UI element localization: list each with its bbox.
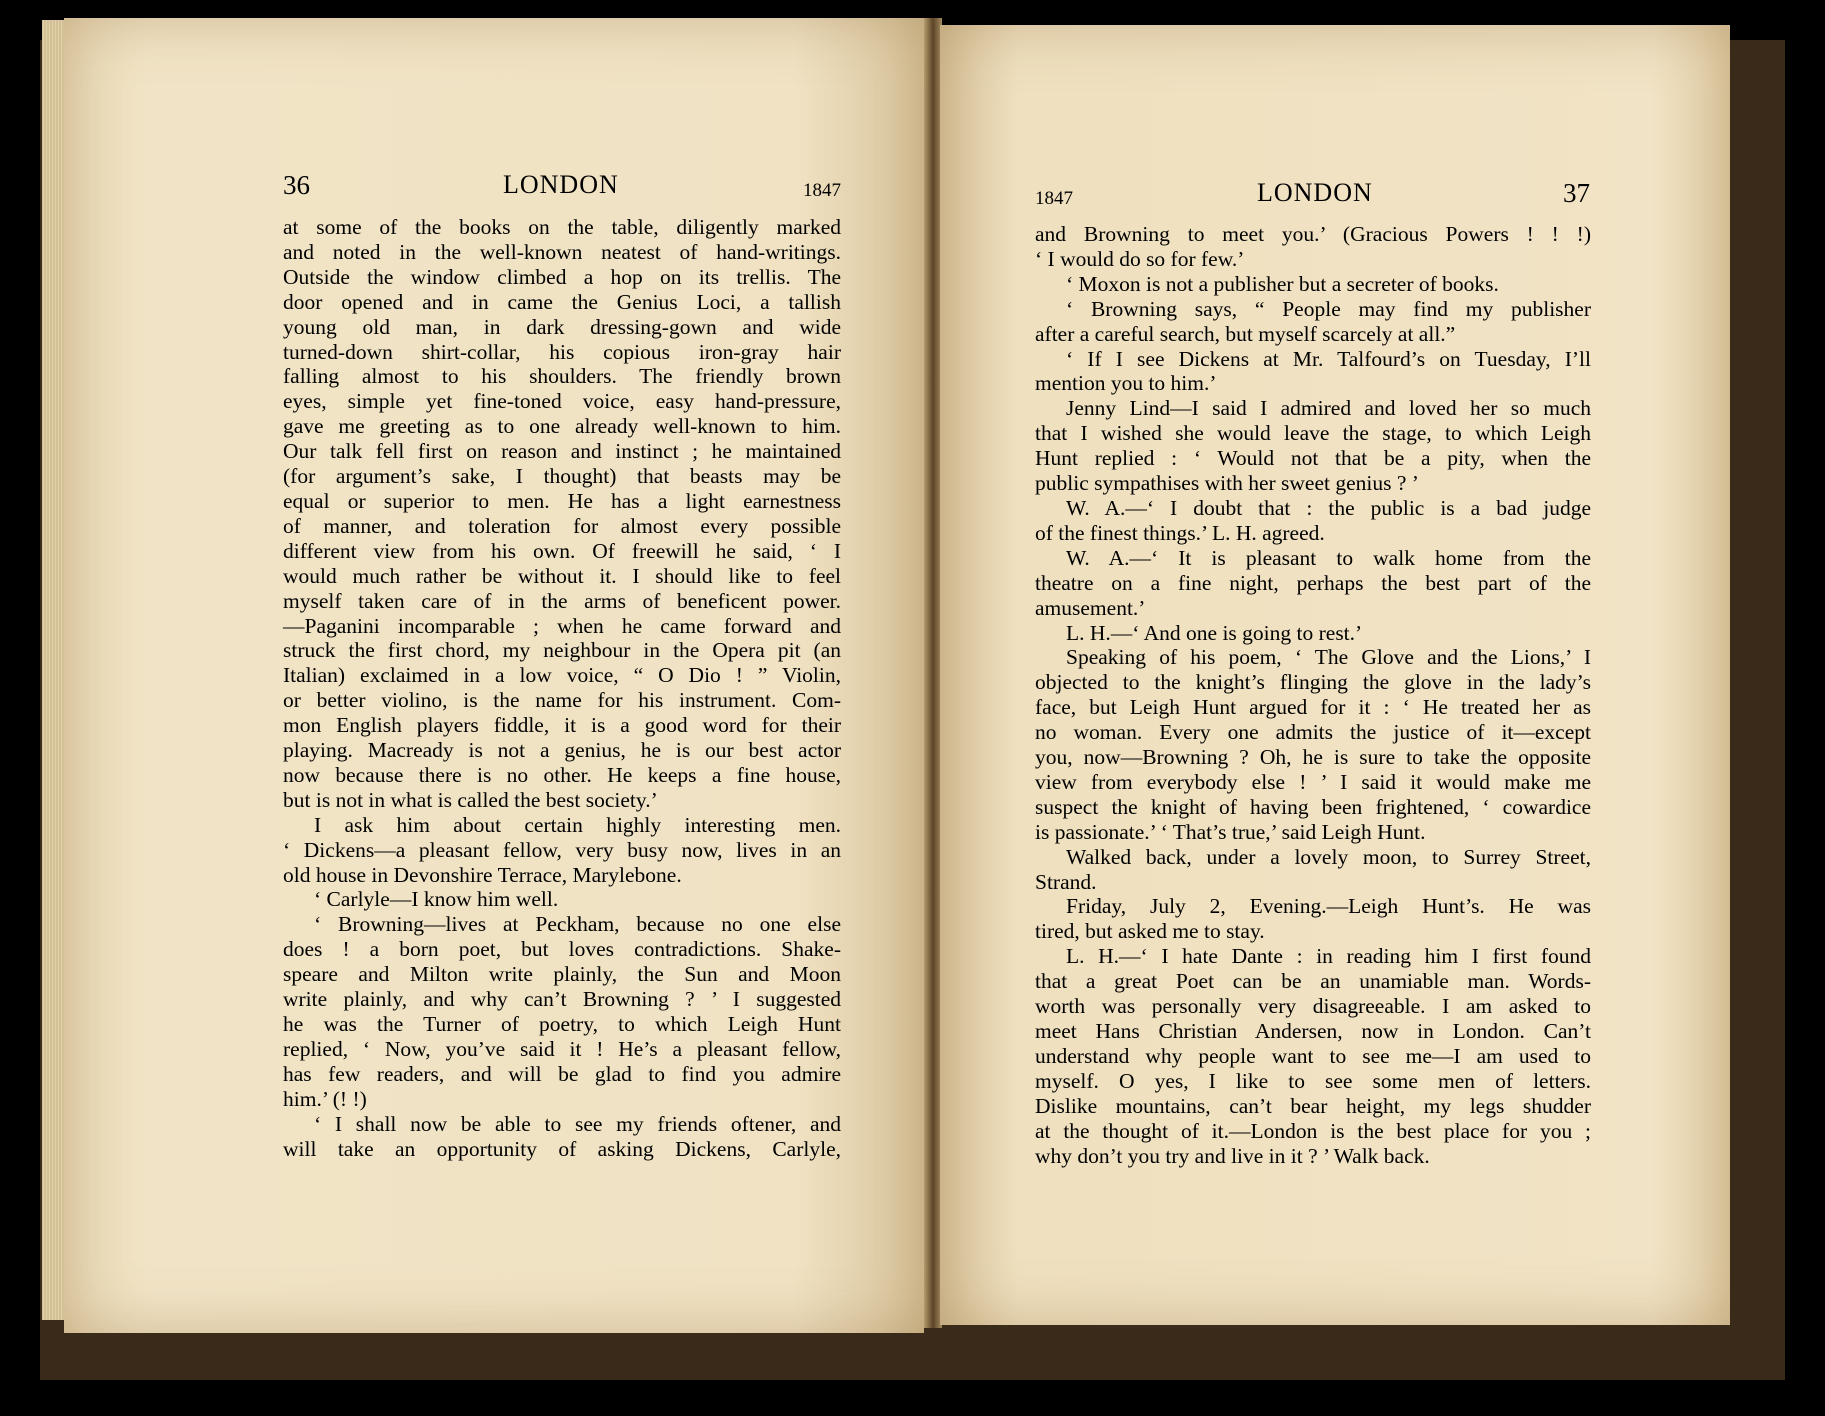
text-line: young old man, in dark dressing-gown and wide [283,314,841,339]
text-line: different view from his own. Of freewill he said, ‘ I [283,538,841,563]
text-line: of manner, and toleration for almost every possible [283,513,841,538]
text-line: ‘ Browning says, “ People may find my publisher [1066,296,1591,321]
text-line: he was the Turner of poetry, to which Leigh Hunt [283,1012,841,1036]
text-line: ‘ Carlyle—I know him well. [314,887,559,912]
text-line: Hunt replied : ‘ Would not that be a pity, when the [1035,446,1591,471]
text-line: mon English players fiddle, it is a good word for their [283,713,841,738]
text-line: will take an opportunity of asking Dickens, Carlyle, [283,1136,841,1161]
text-line: Our talk fell first on reason and instinct ; he maintained [283,439,841,464]
text-line: I ask him about certain highly interesting men. [314,812,841,837]
left-page-number: 36 [283,170,310,200]
text-line: ‘ Browning—lives at Peckham, because no one else [314,912,841,937]
text-line: and Browning to meet you.’ (Gracious Powers ! ! !) [1035,222,1591,246]
text-line: ‘ If I see Dickens at Mr. Talfourd’s on Tuesday, I’ll [1066,346,1591,371]
text-line: L. H.—‘ I hate Dante : in reading him I first found [1066,944,1591,969]
text-line: that a great Poet can be an unamiable man. Words- [1035,969,1591,994]
text-line: Speaking of his poem, ‘ The Glove and the Lions,’ I [1066,645,1591,670]
text-line: you, now—Browning ? Oh, he is sure to take the opposite [1035,745,1591,770]
text-line: L. H.—‘ And one is going to rest.’ [1066,620,1363,645]
left-page-body [283,215,841,1161]
text-line: Friday, July 2, Evening.—Leigh Hunt’s. He was [1066,894,1591,919]
text-line: mention you to him.’ [1035,371,1217,396]
text-line: would much rather be without it. I should like to feel [283,563,841,588]
text-line: at the thought of it.—London is the best place for you ; [1035,1118,1591,1143]
text-line: understand why people want to see me—I am used to [1035,1043,1591,1068]
right-year: 1847 [1035,188,1073,209]
text-line: replied, ‘ Now, you’ve said it ! He’s a pleasant fellow, [283,1036,841,1061]
text-line: Jenny Lind—I said I admired and loved her so much [1066,396,1591,421]
right-running-head [1035,178,1591,218]
text-line: and noted in the well-known neatest of hand-writings. [283,239,841,264]
text-line: ‘ Dickens—a pleasant fellow, very busy now, lives in an [283,837,841,862]
right-page-body [1035,222,1591,1168]
text-line: that I wished she would leave the stage, to which Leigh [1035,421,1591,446]
left-year: 1847 [803,180,841,201]
text-line: no woman. Every one admits the justice of it—except [1035,720,1591,745]
text-line: is passionate.’ ‘ That’s true,’ said Leigh Hunt. [1035,819,1426,844]
text-line: why don’t you try and live in it ? ’ Walk back. [1035,1143,1430,1168]
text-line: amusement.’ [1035,595,1146,620]
text-line: Dislike mountains, can’t bear height, my legs shudder [1035,1093,1591,1118]
text-line: myself taken care of in the arms of beneficent power. [283,588,841,613]
page-edges [42,20,66,1320]
text-line: struck the first chord, my neighbour in the Opera pit (an [283,638,841,663]
text-line: Italian) exclaimed in a low voice, “ O Dio ! ” Violin, [283,663,841,688]
text-line: theatre on a fine night, perhaps the best part of the [1035,570,1591,595]
text-line: myself. O yes, I like to see some men of letters. [1035,1068,1591,1093]
text-line: gave me greeting as to one already well-known to him. [283,414,841,439]
text-line: after a careful search, but myself scarcely at all.” [1035,321,1456,346]
text-line: Outside the window climbed a hop on its trellis. The [283,264,841,289]
text-line: old house in Devonshire Terrace, Marylebone. [283,862,682,887]
text-line: of the finest things.’ L. H. agreed. [1035,520,1325,545]
text-line: meet Hans Christian Andersen, now in London. Can’t [1035,1019,1591,1043]
text-line: does ! a born poet, but loves contradictions. Shake- [283,937,841,962]
text-line: face, but Leigh Hunt argued for it : ‘ He treated her as [1035,695,1591,720]
text-line: turned-down shirt-collar, his copious iron-gray hair [283,339,841,364]
left-running-title: LONDON [503,170,619,199]
text-line: (for argument’s sake, I thought) that beasts may be [283,464,841,489]
text-line: ‘ Moxon is not a publisher but a secreter of books. [1066,271,1499,296]
text-line: worth was personally very disagreeable. I am asked to [1035,994,1591,1019]
text-line: Strand. [1035,869,1097,894]
text-line: view from everybody else ! ’ I said it would make me [1035,769,1591,794]
text-line: has few readers, and will be glad to find you admire [283,1061,841,1086]
text-line: playing. Macready is not a genius, he is our best actor [283,738,841,763]
text-line: W. A.—‘ I doubt that : the public is a bad judge [1066,495,1591,520]
text-line: public sympathises with her sweet genius ? ’ [1035,471,1419,496]
text-line: ‘ I would do so for few.’ [1035,246,1245,271]
text-line: suspect the knight of having been frightened, ‘ cowardice [1035,794,1591,819]
text-line: W. A.—‘ It is pleasant to walk home from the [1066,545,1591,570]
text-line: falling almost to his shoulders. The friendly brown [283,364,841,389]
text-line: him.’ (! !) [283,1086,367,1111]
text-line: —Paganini incomparable ; when he came forward and [283,613,841,638]
text-line: speare and Milton write plainly, the Sun and Moon [283,962,841,987]
text-line: eyes, simple yet fine-toned voice, easy hand-pressure, [283,389,841,414]
text-line: at some of the books on the table, diligently marked [283,215,841,239]
text-line: objected to the knight’s flinging the glove in the lady’s [1035,670,1591,695]
text-line: equal or superior to men. He has a light earnestness [283,488,841,513]
text-line: but is not in what is called the best society.’ [283,787,658,812]
text-line: ‘ I shall now be able to see my friends oftener, and [314,1111,841,1136]
text-line: Walked back, under a lovely moon, to Surrey Street, [1066,844,1591,869]
right-running-title: LONDON [1257,178,1373,207]
right-page-number: 37 [1563,178,1590,208]
text-line: tired, but asked me to stay. [1035,919,1265,944]
text-line: door opened and in came the Genius Loci, a tallish [283,289,841,314]
text-line: or better violino, is the name for his instrument. Com- [283,688,841,713]
text-line: now because there is no other. He keeps a fine house, [283,762,841,787]
left-running-head [283,170,843,210]
text-line: write plainly, and why can’t Browning ? ’ I suggested [283,987,841,1012]
